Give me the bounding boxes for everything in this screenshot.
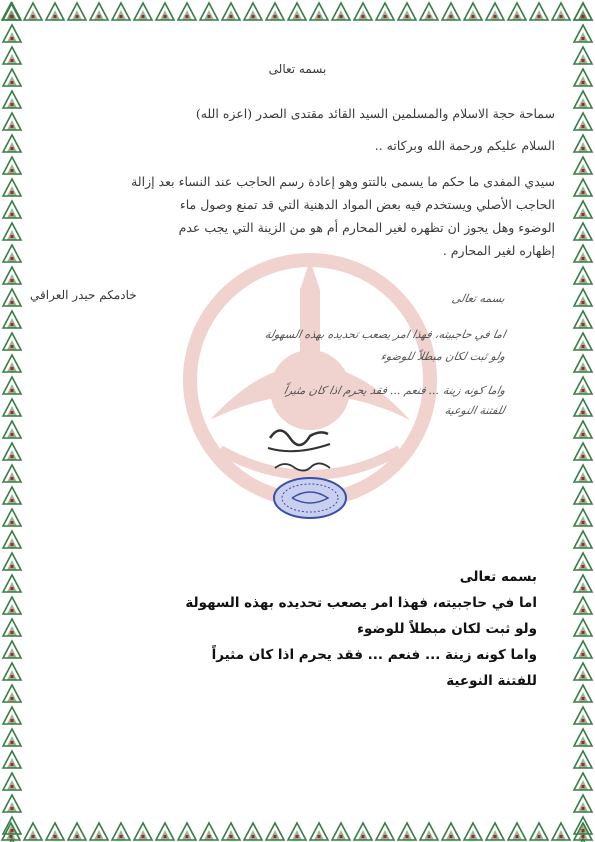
border-ornament [571,154,595,176]
border-ornament [286,820,308,842]
border-ornament [0,198,24,220]
border-ornament [571,660,595,682]
answer-line: اما في حاجبيته، فهذا امر يصعب تحديده بهذه السهولة [185,595,537,611]
border-ornament [571,484,595,506]
border-ornament [0,242,24,264]
border-ornament [571,396,595,418]
border-ornament [571,616,595,638]
border-ornament [0,616,24,638]
border-ornament [571,66,595,88]
border-ornament [220,820,242,842]
border-ornament [44,0,66,22]
border-ornament [132,0,154,22]
border-ornament [0,88,24,110]
border-ornament [571,726,595,748]
border-ornament [110,820,132,842]
border-ornament [571,330,595,352]
addressee-line: سماحة حجة الاسلام والمسلمين السيد القائد مقتدى الصدر (اعزه الله) [195,106,555,121]
border-ornament [0,66,24,88]
answer-line: ولو ثبت لكان مبطلاً للوضوء [357,621,537,637]
question-line: الحاجب الأصلي ويستخدم فيه بعض المواد الدهنية التي قد تمنع وصول ماء [179,197,555,212]
border-ornament [0,770,24,792]
border-ornament [308,820,330,842]
sender-signoff: خادمكم حيدر العراقي [30,288,137,302]
border-ornament [286,0,308,22]
border-ornament [22,0,44,22]
border-ornament [0,176,24,198]
question-line: إظهاره لغير المحارم . [442,243,555,258]
border-ornament [352,820,374,842]
border-ornament [571,176,595,198]
handwritten-line: ولو ثبت لكان مبطلاً للوضوء [379,350,507,363]
border-ornament [66,820,88,842]
border-ornament [571,462,595,484]
border-ornament [0,396,24,418]
border-ornament [198,820,220,842]
answer-basmala: بسمه تعالى [459,569,537,585]
handwritten-signature [250,408,340,478]
border-ornament [571,132,595,154]
border-ornament [0,0,24,22]
border-ornament [0,792,24,814]
border-ornament [264,820,286,842]
border-ornament [396,820,418,842]
border-ornament [352,0,374,22]
border-ornament [571,242,595,264]
handwritten-line: اما في حاجبيته، فهذا امر يصعب تحديده بهذه السهولة [263,328,507,341]
answer-line: للفتنة النوعية [446,673,537,689]
border-ornament [571,792,595,814]
border-ornament [0,484,24,506]
border-ornament [242,0,264,22]
border-ornament [0,726,24,748]
question-line: الوضوء وهل يجوز ان تظهره لغير المحارم أم هو من الزينة التي يجب عدم [178,220,555,235]
border-ornament [0,440,24,462]
border-ornament [571,198,595,220]
border-ornament [571,0,595,22]
border-ornament [571,682,595,704]
border-ornament [571,506,595,528]
border-ornament [571,814,595,836]
border-ornament [0,748,24,770]
border-ornament [0,836,24,842]
border-ornament [462,0,484,22]
border-ornament [0,704,24,726]
border-left [0,0,24,842]
question-paragraph [50,170,555,262]
border-ornament [418,0,440,22]
border-ornament [484,0,506,22]
border-ornament [571,44,595,66]
border-ornament [0,638,24,660]
border-ornament [571,594,595,616]
border-ornament [571,352,595,374]
handwritten-line: واما كونه زينة ... فنعم ... فقد يحرم اذا كان مثيراً [282,384,507,397]
border-ornament [571,770,595,792]
border-ornament [0,154,24,176]
border-ornament [22,820,44,842]
border-ornament [0,572,24,594]
border-ornament [0,418,24,440]
border-ornament [242,820,264,842]
border-ornament [0,22,24,44]
border-ornament [571,704,595,726]
border-ornament [550,820,572,842]
border-ornament [571,638,595,660]
border-top [0,0,595,22]
border-ornament [571,374,595,396]
border-right [571,0,595,842]
border-ornament [571,748,595,770]
border-ornament [66,0,88,22]
border-ornament [154,820,176,842]
border-ornament [0,550,24,572]
border-ornament [330,0,352,22]
border-ornament [528,0,550,22]
border-ornament [440,820,462,842]
border-ornament [571,110,595,132]
border-ornament [220,0,242,22]
border-ornament [571,264,595,286]
border-ornament [0,814,24,836]
border-ornament [0,462,24,484]
border-ornament [264,0,286,22]
question-line: سيدي المفدى ما حكم ما يسمى بالتتو وهو إعادة رسم الحاجب عند النساء بعد إزالة [131,174,555,189]
border-ornament [571,418,595,440]
border-ornament [506,820,528,842]
border-ornament [330,820,352,842]
border-ornament [484,820,506,842]
greeting-line: السلام عليكم ورحمة الله وبركاته .. [374,138,555,153]
border-ornament [0,220,24,242]
border-ornament [198,0,220,22]
border-ornament [0,594,24,616]
border-ornament [374,820,396,842]
handwritten-line: للفتنة النوعية [443,404,507,417]
answer-transcription [57,564,537,694]
border-ornament [374,0,396,22]
border-ornament [571,550,595,572]
border-ornament [0,330,24,352]
border-ornament [0,44,24,66]
border-ornament [0,374,24,396]
border-ornament [528,820,550,842]
official-seal [272,476,348,520]
border-ornament [0,660,24,682]
border-ornament [0,308,24,330]
border-ornament [110,0,132,22]
border-ornament [88,0,110,22]
border-ornament [418,820,440,842]
border-ornament [176,820,198,842]
border-ornament [550,0,572,22]
border-ornament [0,528,24,550]
border-ornament [571,286,595,308]
border-ornament [0,506,24,528]
border-ornament [0,132,24,154]
border-bottom [0,820,595,842]
border-ornament [0,286,24,308]
border-ornament [0,264,24,286]
border-ornament [462,820,484,842]
border-ornament [571,528,595,550]
border-ornament [571,22,595,44]
border-ornament [506,0,528,22]
border-ornament [571,572,595,594]
border-ornament [571,836,595,842]
border-ornament [0,110,24,132]
handwritten-basmala: بسمه تعالى [450,292,507,305]
border-ornament [571,308,595,330]
border-ornament [308,0,330,22]
border-ornament [176,0,198,22]
border-ornament [571,220,595,242]
border-ornament [44,820,66,842]
border-ornament [571,88,595,110]
border-ornament [0,682,24,704]
border-ornament [0,352,24,374]
border-ornament [396,0,418,22]
border-ornament [571,440,595,462]
answer-line: واما كونه زينة ... فنعم ... فقد يحرم اذا كان مثيراً [211,647,537,663]
border-ornament [88,820,110,842]
border-ornament [440,0,462,22]
border-ornament [132,820,154,842]
border-ornament [154,0,176,22]
basmala-header: بسمه تعالى [268,62,327,76]
